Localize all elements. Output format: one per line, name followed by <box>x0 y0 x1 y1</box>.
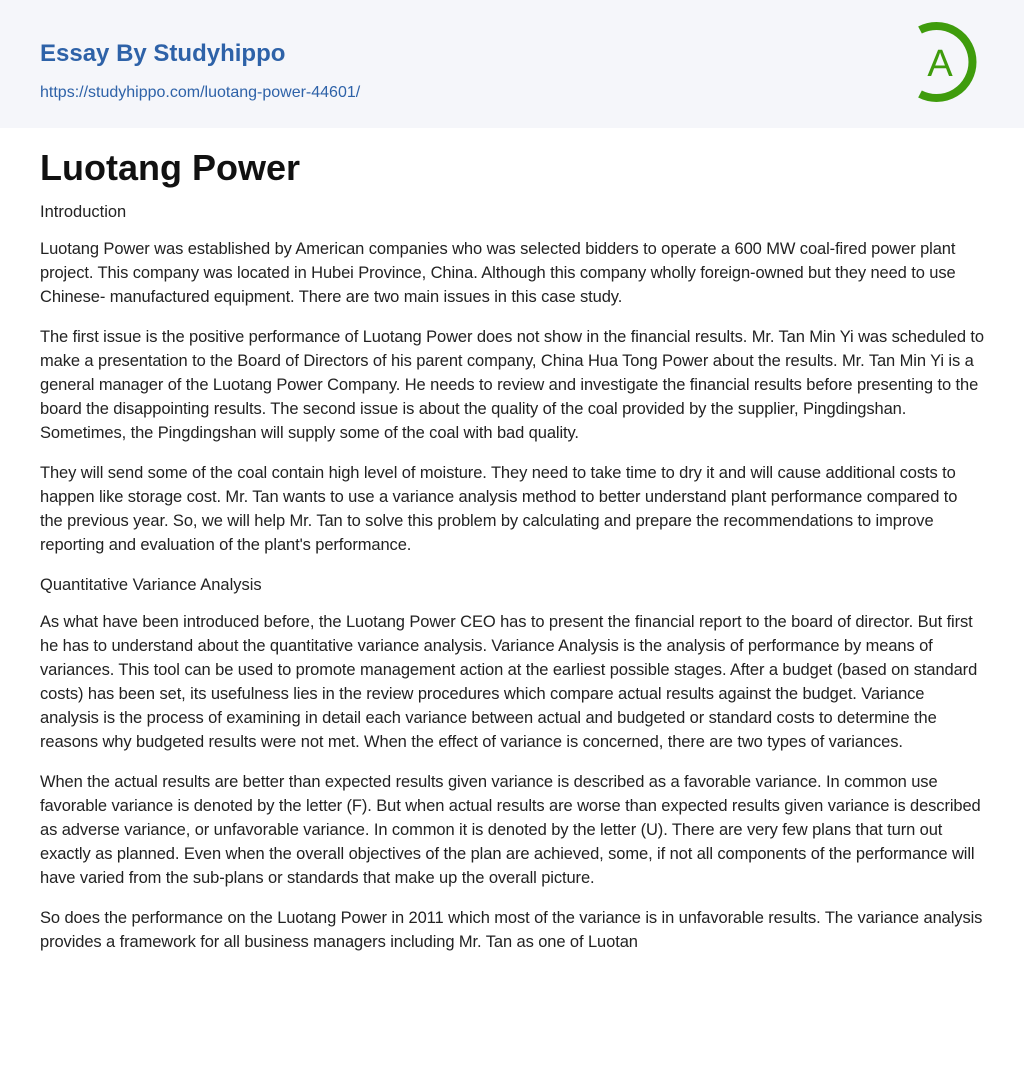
paragraph: The first issue is the positive performance of Luotang Power does not show in the financial results. Mr. Tan Min Yi was scheduled to make a presentation to the Board of Directors of his parent company, China Hua Tong Power about the results. Mr. Tan Min Yi is a general manager of the Luotang Power Company. He needs to review and investigate the financial results before presenting to the board the disappointing results. The second issue is about the quality of the coal provided by the supplier, Pingdingshan. Sometimes, the Pingdingshan will supply some of the coal with bad quality. <box>40 328 984 442</box>
paragraph: When the actual results are better than expected results given variance is described as a favorable variance. In common use favorable variance is denoted by the letter (F). But when actual results are worse than expected results given variance is described as adverse variance, or unfavorable variance. In common it is denoted by the letter (U). There are very few plans that turn out exactly as planned. Even when the overall objectives of the plan are achieved, some, if not all components of the performance will have varied from the sub-plans or standards that make up the overall picture. <box>40 773 981 887</box>
page-title: Luotang Power <box>40 147 300 188</box>
svg-text:A: A <box>927 43 953 85</box>
essay-url-link[interactable]: https://studyhippo.com/luotang-power-44601/ <box>40 84 361 101</box>
brand-title: Essay By Studyhippo <box>40 40 286 67</box>
paragraph: Luotang Power was established by American companies who was selected bidders to operate a 600 MW coal-fired power plant project. This company was located in Hubei Province, China. Although this company wholly foreign-owned but they need to use Chinese- manufactured equipment. There are two main issues in this case study. <box>40 240 956 306</box>
site-header <box>0 0 1024 128</box>
studyhippo-logo-icon[interactable] <box>912 18 988 106</box>
paragraph: As what have been introduced before, the Luotang Power CEO has to present the financial report to the board of director. But first he has to understand about the quantitative variance analysis. Variance Analysis is the analysis of performance by means of variances. This tool can be used to promote management action at the earliest possible stages. After a budget (based on standard costs) has been set, its usefulness lies in the review procedures which compare actual results against the budget. Variance analysis is the process of examining in detail each variance between actual and budgeted or standard costs to determine the reasons why budgeted results were not met. When the effect of variance is concerned, there are two types of variances. <box>40 613 978 751</box>
paragraph: They will send some of the coal contain high level of moisture. They need to take time to dry it and will cause additional costs to happen like storage cost. Mr. Tan wants to use a variance analysis method to better understand plant performance compared to the previous year. So, we will help Mr. Tan to solve this problem by calculating and prepare the recommendations to improve reporting and evaluation of the plant's performance. <box>40 464 958 554</box>
section-heading: Quantitative Variance Analysis <box>40 576 262 594</box>
paragraph: So does the performance on the Luotang Power in 2011 which most of the variance is in unfavorable results. The variance analysis provides a framework for all business managers including Mr. Tan as one of Luotan <box>40 909 983 951</box>
section-heading: Introduction <box>40 203 127 221</box>
essay-content <box>0 128 1024 954</box>
